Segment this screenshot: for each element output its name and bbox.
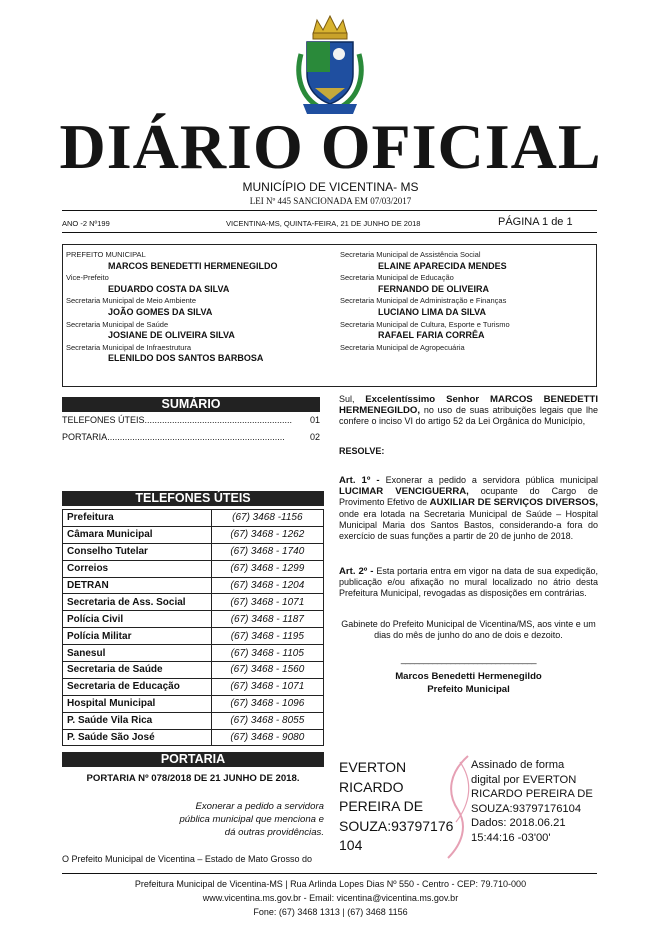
article-1: Art. 1º - Exonerar a pedido a servidora pública municipal LUCIMAR VENCIGUERRA, ocupante do Cargo de Provimento Efetivo de AUXILIAR DE SERVIÇOS DIVERSOS, onde era lotada na Secretaria Municipal de Saúde – Hospital Municipal Maria dos Santos Bastos, considerando-a fora do exercício de suas funções a partir de 20 de junho de 2018. xyxy=(339,475,599,542)
signer-name: Marcos Benedetti Hermenegildo xyxy=(395,671,542,682)
phone-entity-name: Secretaria de Saúde xyxy=(63,662,212,679)
phone-number: (67) 3468 - 1740 xyxy=(211,543,323,560)
phone-entity-name: Secretaria de Educação xyxy=(63,678,212,695)
official-role: Secretaria Municipal de Meio Ambiente xyxy=(66,296,197,306)
phone-number: (67) 3468 - 1195 xyxy=(211,628,323,645)
table-row xyxy=(63,645,324,662)
portaria-heading: PORTARIA Nº 078/2018 DE 21 JUNHO DE 2018. xyxy=(86,773,300,784)
table-row xyxy=(63,712,324,729)
resolve-label: RESOLVE: xyxy=(339,446,385,456)
phone-number: (67) 3468 - 1105 xyxy=(211,645,323,662)
footer-divider xyxy=(62,873,597,874)
table-row xyxy=(63,510,324,527)
phone-number: (67) 3468 - 1204 xyxy=(211,577,323,594)
newspaper-title: DIÁRIO OFICIAL xyxy=(59,111,602,182)
official-name: ELENILDO DOS SANTOS BARBOSA xyxy=(108,353,264,364)
official-name: ELAINE APARECIDA MENDES xyxy=(378,260,507,271)
official-role: Secretaria Municipal de Educação xyxy=(340,273,454,283)
phone-number: (67) 3468 - 1071 xyxy=(211,678,323,695)
official-role: Secretaria Municipal de Assistência Social xyxy=(340,250,481,259)
phones-table xyxy=(62,509,324,746)
table-row xyxy=(63,628,324,645)
phone-entity-name: Sanesul xyxy=(63,645,212,662)
gabinete-closing: Gabinete do Prefeito Municipal de Vicentina/MS, aos vinte e um dias do mês de junho do ano de dois e dezoito. xyxy=(341,619,596,641)
officials-box xyxy=(62,244,597,387)
law-reference: LEI Nº 445 SANCIONADA EM 07/03/2017 xyxy=(249,196,412,206)
table-row xyxy=(63,611,324,628)
phone-entity-name: Câmara Municipal xyxy=(63,526,212,543)
table-row xyxy=(63,695,324,712)
digital-signer-block: EVERTON RICARDO PEREIRA DE SOUZA:93797176 104 xyxy=(339,759,454,853)
table-row xyxy=(63,577,324,594)
official-role: Secretaria Municipal de Infraestrutura xyxy=(66,342,192,352)
phone-number: (67) 3468 - 9080 xyxy=(211,729,323,746)
sumario-header: SUMÁRIO xyxy=(62,397,320,412)
official-role: Secretaria Municipal de Saúde xyxy=(66,319,169,329)
phone-entity-name: Conselho Tutelar xyxy=(63,543,212,560)
official-role: Secretaria Municipal de Cultura, Esporte e Turismo xyxy=(340,319,510,329)
phone-number: (67) 3468 - 1071 xyxy=(211,594,323,611)
portaria-continuation: Sul, Excelentíssimo Senhor MARCOS BENEDETTI HERMENEGILDO, no uso de suas atribuições legais que lhe confere o inciso VI do artigo 52 da Lei Orgânica do Município, xyxy=(339,394,598,427)
sumario-item-telefones[interactable]: TELEFONES ÚTEIS........................................................... 01 xyxy=(62,415,320,425)
article-2: Art. 2º - Esta portaria entra em vigor na data de sua expedição, publicação e/ou afixação no mural localizado no átrio desta Prefeitura Municipal, revogadas as disposições em contrárias. xyxy=(339,566,598,599)
header-divider-top xyxy=(62,210,597,211)
official-name: JOÃO GOMES DA SILVA xyxy=(108,306,213,317)
officials-left-column xyxy=(66,249,328,365)
municipality-name: MUNICÍPIO DE VICENTINA- MS xyxy=(242,180,419,194)
phone-entity-name: DETRAN xyxy=(63,577,212,594)
phone-number: (67) 3468 - 1187 xyxy=(211,611,323,628)
table-row xyxy=(63,678,324,695)
official-name: LUCIANO LIMA DA SILVA xyxy=(378,306,486,317)
table-row xyxy=(63,594,324,611)
officials-right-column xyxy=(340,249,595,353)
phone-entity-name: Polícia Civil xyxy=(63,611,212,628)
table-row xyxy=(63,526,324,543)
telefones-header: TELEFONES ÚTEIS xyxy=(62,491,324,506)
table-row xyxy=(63,729,324,746)
phone-entity-name: Polícia Militar xyxy=(63,628,212,645)
digital-signature-info: Assinado de forma digital por EVERTON RICARDO PEREIRA DE SOUZA:93797176104 Dados: 2018.06.21 15:44:16 -03'00' xyxy=(471,759,593,844)
phone-entity-name: Secretaria de Ass. Social xyxy=(63,594,212,611)
phone-entity-name: P. Saúde São José xyxy=(63,729,212,746)
coat-of-arms-logo xyxy=(293,14,367,118)
edition-date: VICENTINA-MS, QUINTA-FEIRA, 21 DE JUNHO DE 2018 xyxy=(226,219,421,228)
table-row xyxy=(63,543,324,560)
official-role: Secretaria Municipal de Administração e Finanças xyxy=(340,296,507,306)
phone-number: (67) 3468 -1156 xyxy=(211,510,323,527)
phone-number: (67) 3468 - 1262 xyxy=(211,526,323,543)
official-role: Secretaria Municipal de Agropecuária xyxy=(340,342,465,352)
official-name: FERNANDO DE OLIVEIRA xyxy=(378,283,490,294)
signature-line: ______________________________ xyxy=(400,654,537,664)
footer-address: Prefeitura Municipal de Vicentina-MS | Rua Arlinda Lopes Dias Nº 550 - Centro - CEP: 79.710-000 xyxy=(134,879,527,889)
header-divider-bottom xyxy=(62,232,597,233)
phone-entity-name: Prefeitura xyxy=(63,510,212,527)
page-indicator: PÁGINA 1 de 1 xyxy=(498,216,573,228)
phone-number: (67) 3468 - 1299 xyxy=(211,560,323,577)
portaria-intro: O Prefeito Municipal de Vicentina – Estado de Mato Grosso do xyxy=(62,854,312,864)
phone-number: (67) 3468 - 8055 xyxy=(211,712,323,729)
phone-entity-name: Hospital Municipal xyxy=(63,695,212,712)
phone-number: (67) 3468 - 1096 xyxy=(211,695,323,712)
table-row xyxy=(63,662,324,679)
portaria-header: PORTARIA xyxy=(62,752,324,767)
official-role: Vice-Prefeito xyxy=(66,273,109,283)
sumario-item-portaria[interactable]: PORTARIA....................................................................... 02 xyxy=(62,432,320,442)
phone-entity-name: P. Saúde Vila Rica xyxy=(63,712,212,729)
official-name: MARCOS BENEDETTI HERMENEGILDO xyxy=(108,260,278,271)
table-row xyxy=(63,560,324,577)
footer-contact-web: www.vicentina.ms.gov.br - Email: vicentina@vicentina.ms.gov.br xyxy=(202,893,459,903)
official-name: RAFAEL FARIA CORRÊA xyxy=(378,330,485,341)
signer-title: Prefeito Municipal xyxy=(427,684,510,695)
official-name: EDUARDO COSTA DA SILVA xyxy=(108,283,230,294)
phone-number: (67) 3468 - 1560 xyxy=(211,662,323,679)
official-role: PREFEITO MUNICIPAL xyxy=(66,250,146,259)
phone-entity-name: Correios xyxy=(63,560,212,577)
edition-number: ANO -2 Nº199 xyxy=(62,219,110,228)
official-name: JOSIANE DE OLIVEIRA SILVA xyxy=(108,330,235,341)
portaria-ementa: Exonerar a pedido a servidora pública municipal que menciona e dá outras providências. xyxy=(179,801,324,838)
footer-phones: Fone: (67) 3468 1313 | (67) 3468 1156 xyxy=(253,907,408,917)
